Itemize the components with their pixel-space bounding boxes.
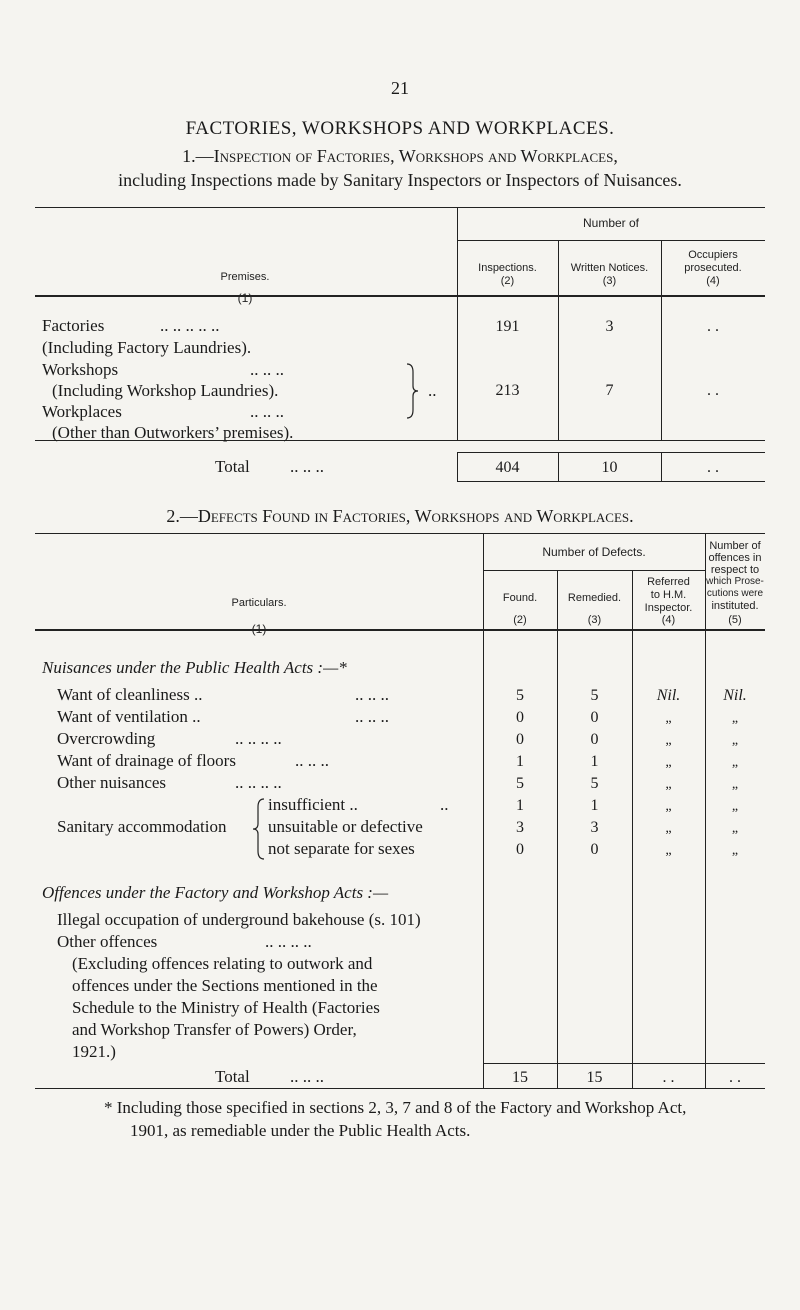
excluding-note-1: (Excluding offences relating to outwork and — [72, 954, 373, 973]
defects-total-found: 15 — [512, 1069, 528, 1086]
found-header: Found. — [502, 592, 538, 604]
total-label: Total — [215, 457, 250, 476]
section2-heading: 2.—Defects Found in Factories, Workshops and Workplaces. — [166, 506, 634, 526]
row-other-nuisances-referred: „ — [665, 777, 672, 792]
notices-col-num: (3) — [602, 275, 617, 287]
row-not-separate-offences: „ — [731, 843, 739, 858]
row-insufficient-found: 1 — [516, 797, 524, 814]
row-other-nuisances-offences: „ — [731, 777, 739, 792]
factories-label: Factories — [42, 316, 105, 335]
other-offences-leader: .. .. .. .. — [265, 932, 312, 951]
referred-col-num: (4) — [661, 614, 676, 626]
offences-header-2: offences in — [708, 552, 762, 564]
row-cleanliness-label: Want of cleanliness .. — [57, 685, 203, 704]
factories-note: (Including Factory Laundries). — [42, 338, 252, 357]
referred-header-2: to H.M. — [650, 589, 687, 601]
left-brace-icon — [252, 797, 266, 861]
number-of-header: Number of — [582, 216, 640, 230]
excluding-note-4: and Workshop Transfer of Powers) Order, — [72, 1020, 357, 1039]
inspections-header: Inspections. — [478, 262, 537, 274]
workshops-note: (Including Workshop Laundries). — [52, 381, 279, 400]
row-overcrowding-remedied: 0 — [590, 731, 599, 748]
number-of-defects-header: Number of Defects. — [542, 545, 646, 559]
row-insufficient-label: insufficient .. — [268, 795, 358, 814]
total-prosecuted: . . — [707, 459, 719, 476]
row-drainage-leader: .. .. .. — [295, 751, 329, 770]
row-not-separate-remedied: 0 — [590, 841, 599, 858]
offences-heading: Offences under the Factory and Workshop Acts :— — [42, 883, 389, 902]
defects-total-label: Total — [215, 1067, 250, 1086]
row-insufficient-referred: „ — [665, 799, 672, 814]
row-drainage-referred: „ — [665, 755, 672, 770]
factories-prosecuted: . . — [707, 318, 719, 335]
row-ventilation-label: Want of ventilation .. — [57, 707, 201, 726]
offences-col-num: (5) — [728, 614, 742, 626]
row-drainage-offences: „ — [731, 755, 739, 770]
prosecuted-header: prosecuted. — [684, 262, 742, 274]
row-overcrowding-offences: „ — [731, 733, 739, 748]
excluding-note-2: offences under the Sections mentioned in the — [72, 976, 378, 995]
factories-notices: 3 — [605, 318, 614, 335]
defects-total-remedied: 15 — [586, 1069, 603, 1086]
offences-header-3: respect to — [710, 564, 760, 576]
occupiers-header: Occupiers — [688, 249, 738, 261]
factories-inspections: 191 — [495, 318, 520, 335]
row-cleanliness-remedied: 5 — [590, 687, 599, 704]
row-overcrowding-referred: „ — [665, 733, 672, 748]
workplaces-leader: .. .. .. — [250, 402, 284, 421]
right-brace-icon — [405, 362, 419, 420]
excluding-note-5: 1921.) — [72, 1042, 116, 1061]
row-overcrowding-found: 0 — [516, 731, 524, 748]
row-unsuitable-referred: „ — [665, 821, 672, 836]
total-notices: 10 — [601, 459, 618, 476]
sanitary-label: Sanitary accommodation — [57, 817, 227, 836]
row-other-nuisances-leader: .. .. .. .. — [235, 773, 282, 792]
row-unsuitable-label: unsuitable or defective — [268, 817, 423, 836]
row-insufficient-remedied: 1 — [590, 797, 599, 814]
workplaces-label: Workplaces — [42, 402, 122, 421]
defects-total-leader: .. .. .. — [290, 1067, 324, 1086]
row-unsuitable-offences: „ — [731, 821, 739, 836]
row-not-separate-label: not separate for sexes — [268, 839, 415, 858]
defects-total-offences: . . — [729, 1069, 741, 1086]
row-cleanliness-found: 5 — [516, 687, 524, 704]
workshops-bracket-leader: .. — [428, 381, 437, 400]
section1-heading: 1.—Inspection of Factories, Workshops and Workplaces, — [182, 146, 618, 166]
offences-header-4: which Prose- — [706, 576, 764, 587]
row-other-nuisances-found: 5 — [516, 775, 524, 792]
footnote-line-2: 1901, as remediable under the Public Health Acts. — [130, 1121, 471, 1140]
row-drainage-found: 1 — [516, 753, 524, 770]
workshops-label: Workshops — [42, 360, 119, 379]
row-drainage-remedied: 1 — [590, 753, 599, 770]
row-unsuitable-remedied: 3 — [590, 819, 599, 836]
workshops-notices: 7 — [605, 382, 614, 399]
page-number: 21 — [391, 78, 409, 98]
row-ventilation-leader: .. .. .. — [355, 707, 389, 726]
offences-header: Number of — [709, 540, 761, 552]
row-ventilation-found: 0 — [516, 709, 524, 726]
row-ventilation-referred: „ — [665, 711, 672, 726]
excluding-note-3: Schedule to the Ministry of Health (Factories — [72, 998, 380, 1017]
total-inspections: 404 — [495, 459, 520, 476]
row-cleanliness-offences: Nil. — [723, 687, 747, 704]
illegal-occupation-label: Illegal occupation of underground bakehouse (s. 101) — [57, 910, 421, 929]
row-overcrowding-label: Overcrowding — [57, 729, 156, 748]
other-offences-label: Other offences — [57, 932, 158, 951]
inspections-col-num: (2) — [500, 275, 515, 287]
section1-subheading: including Inspections made by Sanitary Inspectors or Inspectors of Nuisances. — [118, 170, 682, 190]
particulars-header: Particulars. — [231, 597, 287, 609]
row-cleanliness-leader: .. .. .. — [355, 685, 389, 704]
factories-leader: .. .. .. .. .. — [160, 316, 220, 335]
row-not-separate-referred: „ — [665, 843, 672, 858]
workplaces-note: (Other than Outworkers’ premises). — [52, 423, 294, 442]
prosecuted-col-num: (4) — [706, 275, 720, 287]
referred-header: Referred — [647, 576, 690, 588]
total-leader: .. .. .. — [290, 457, 324, 476]
row-overcrowding-leader: .. .. .. .. — [235, 729, 282, 748]
particulars-col-num: (1) — [251, 622, 267, 636]
page-title: FACTORIES, WORKSHOPS AND WORKPLACES. — [185, 118, 615, 139]
referred-header-3: Inspector. — [644, 602, 693, 614]
defects-total-referred: . . — [662, 1069, 675, 1086]
workshops-leader: .. .. .. — [250, 360, 284, 379]
row-cleanliness-referred: Nil. — [656, 687, 681, 704]
row-unsuitable-found: 3 — [516, 819, 524, 836]
workshops-inspections: 213 — [495, 382, 520, 399]
footnote-line-1: * Including those specified in sections 2, 3, 7 and 8 of the Factory and Workshop Act, — [104, 1098, 687, 1117]
row-ventilation-remedied: 0 — [590, 709, 599, 726]
row-not-separate-found: 0 — [516, 841, 524, 858]
row-other-nuisances-remedied: 5 — [590, 775, 599, 792]
remedied-header: Remedied. — [567, 592, 622, 604]
row-insufficient-leader: .. — [440, 795, 449, 814]
row-other-nuisances-label: Other nuisances — [57, 773, 167, 792]
offences-header-6: instituted. — [711, 600, 759, 612]
workshops-prosecuted: . . — [707, 382, 719, 399]
nuisances-heading: Nuisances under the Public Health Acts :—* — [42, 658, 347, 677]
row-insufficient-offences: „ — [731, 799, 739, 814]
notices-header: Written Notices. — [570, 262, 649, 274]
offences-header-5: cutions were — [706, 588, 764, 599]
found-col-num: (2) — [513, 614, 527, 626]
row-ventilation-offences: „ — [731, 711, 739, 726]
premises-col-num: (1) — [237, 291, 253, 305]
row-drainage-label: Want of drainage of floors — [57, 751, 236, 770]
remedied-col-num: (3) — [587, 614, 602, 626]
premises-header: Premises. — [220, 271, 270, 283]
